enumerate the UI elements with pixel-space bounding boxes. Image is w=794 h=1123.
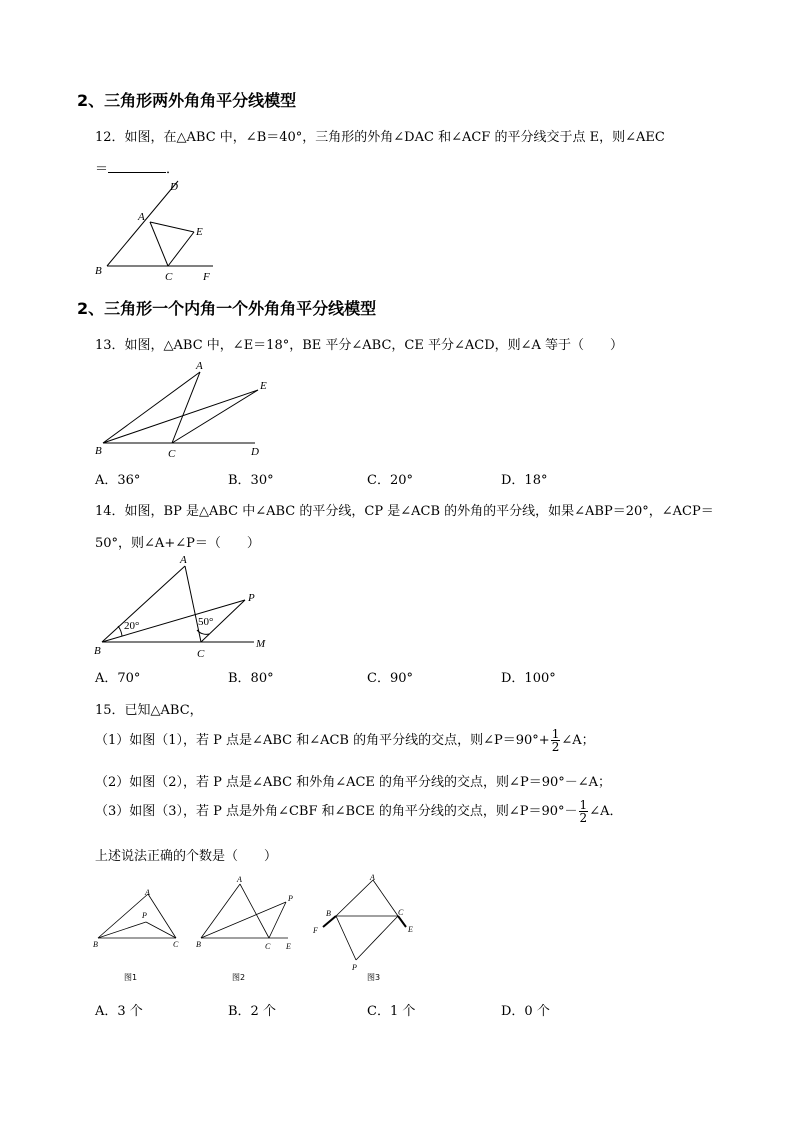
q15-fig2-segment-CP [269, 902, 286, 938]
q15-figure-1 [88, 880, 188, 984]
q15-item3-numerator: 1 [579, 798, 588, 812]
q15-option-b[interactable]: B．2 个 [228, 1004, 276, 1019]
q15-fig3-label-P: P [352, 963, 357, 972]
q12-line-BD [107, 181, 178, 266]
q15-item3-denominator: 2 [579, 811, 588, 825]
section-heading-2: 2、三角形一个内角一个外角角平分线模型 [77, 299, 377, 318]
q15-item3-suffix: ∠A． [589, 804, 623, 819]
q14-segment-AC [185, 566, 201, 642]
q13-label-E: E [260, 380, 267, 392]
q12-label-B: B [95, 265, 102, 277]
q15-question: 上述说法正确的个数是（ ） [95, 849, 278, 864]
q14-label-A: A [180, 554, 187, 566]
q12-text-line1: 12．如图，在△ABC 中，∠B＝40°，三角形的外角∠DAC 和∠ACF 的平分线交于点 E，则∠AEC [95, 130, 665, 145]
q12-label-F: F [203, 271, 210, 283]
q15-item1-suffix: ∠A； [561, 733, 595, 748]
q12-label-A: A [138, 211, 145, 223]
section-heading-1: 2、三角形两外角角平分线模型 [77, 91, 297, 110]
q15-fig3-label-C: C [398, 908, 404, 917]
q12-label-C: C [165, 271, 173, 283]
q13-option-b[interactable]: B．30° [228, 473, 274, 488]
q14-text-line1: 14．如图，BP 是△ABC 中∠ABC 的平分线，CP 是∠ACB 的外角的平分线，如果∠ABP＝20°，∠ACP＝ [95, 504, 714, 519]
q15-fig3-label-F: F [313, 926, 318, 935]
q15-item3-text: （3）如图（3），若 P 点是外角∠CBF 和∠BCE 的角平分线的交点，则∠P＝90°－ [95, 804, 578, 819]
q15-item-1 [95, 728, 595, 753]
q15-fig1-label-B: B [93, 940, 98, 949]
q15-fig3-segment-BA [336, 880, 373, 916]
q12-segment-AE [150, 222, 194, 232]
q15-item1-denominator: 2 [551, 740, 560, 754]
q15-text-line1: 15．已知△ABC， [95, 703, 203, 718]
q14-segment-BA [102, 566, 185, 642]
q13-segment-BE [103, 390, 258, 443]
q15-fig3-label-B: B [326, 909, 331, 918]
q15-fig1-segment-PC [146, 922, 176, 938]
q14-label-M: M [256, 638, 266, 650]
q14-option-b[interactable]: B．80° [228, 671, 274, 686]
q12-figure [90, 178, 230, 286]
q14-option-d[interactable]: D．100° [501, 671, 556, 686]
q15-fig1-segment-BA [98, 894, 148, 938]
q14-angle-label-50: 50° [198, 616, 214, 628]
q15-fig2-label-B: B [196, 940, 201, 949]
q13-option-a[interactable]: A．36° [95, 473, 141, 488]
q15-fig1-segment-AC [148, 894, 176, 938]
q15-option-c[interactable]: C．1 个 [367, 1004, 416, 1019]
q13-label-B: B [95, 445, 102, 457]
q15-fig2-label-A: A [237, 875, 242, 884]
q13-segment-CE [172, 390, 258, 443]
q13-figure [88, 358, 278, 462]
q15-fig3-segment-CP [356, 916, 398, 960]
q15-fig2-label-C: C [265, 942, 271, 951]
q15-item-2: （2）如图（2），若 P 点是∠ABC 和外角∠ACE 的角平分线的交点，则∠P＝90°－∠A； [95, 775, 612, 790]
q12-segment-CE [168, 232, 194, 266]
q15-fig1-caption: 图1 [124, 973, 138, 982]
q15-item-3 [95, 799, 622, 824]
q14-label-C: C [197, 648, 205, 660]
q15-fig2-caption: 图2 [232, 973, 246, 982]
q14-angle-arc-ABP [118, 626, 122, 636]
q15-fig3-segment-AC [373, 880, 398, 916]
q12-text-line2 [95, 158, 179, 177]
q15-option-d[interactable]: D．0 个 [501, 1004, 550, 1019]
q14-label-P: P [248, 592, 255, 604]
q15-figure-2 [192, 870, 307, 984]
q13-text-line1: 13．如图，△ABC 中，∠E＝18°，BE 平分∠ABC，CE 平分∠ACD，则∠A 等于（ ） [95, 338, 624, 353]
q12-period: ． [166, 162, 180, 177]
q15-item1-numerator: 1 [551, 727, 560, 741]
q13-option-d[interactable]: D．18° [501, 473, 548, 488]
q15-fig1-label-A: A [145, 888, 150, 897]
q15-item1-fraction [551, 728, 561, 753]
q14-text-line2: 50°，则∠A+∠P＝（ ） [95, 536, 260, 551]
q13-segment-BA [103, 372, 200, 443]
q14-label-B: B [94, 645, 101, 657]
q14-figure [88, 552, 278, 662]
q15-fig3-extension-CE [398, 916, 406, 927]
q15-option-a[interactable]: A．3 个 [95, 1004, 143, 1019]
q15-item1-text: （1）如图（1），若 P 点是∠ABC 和∠ACB 的角平分线的交点，则∠P＝90°+ [95, 733, 550, 748]
q15-fig2-label-P: P [288, 894, 293, 903]
q12-label-D: D [170, 181, 178, 193]
q15-fig3-label-A: A [370, 873, 375, 882]
q13-label-A: A [196, 360, 203, 372]
q12-equals: ＝ [95, 162, 109, 177]
q12-label-E: E [196, 226, 203, 238]
q15-fig3-caption: 图3 [367, 973, 381, 982]
q15-figure-3 [310, 872, 422, 984]
q13-option-c[interactable]: C．20° [367, 473, 413, 488]
q15-fig3-segment-BP [336, 916, 356, 960]
q14-option-c[interactable]: C．90° [367, 671, 413, 686]
q15-item3-fraction [579, 799, 589, 824]
q12-answer-blank[interactable] [108, 160, 166, 173]
q12-segment-AC [150, 222, 168, 266]
q15-fig2-label-E: E [286, 942, 291, 951]
q15-fig1-label-P: P [142, 911, 147, 920]
q15-fig1-label-C: C [173, 940, 179, 949]
q14-option-a[interactable]: A．70° [95, 671, 141, 686]
q13-label-D: D [251, 446, 259, 458]
q13-label-C: C [168, 448, 176, 460]
q15-fig3-label-E: E [408, 925, 413, 934]
q15-fig1-segment-BP [98, 922, 146, 938]
q14-angle-label-20: 20° [124, 620, 140, 632]
